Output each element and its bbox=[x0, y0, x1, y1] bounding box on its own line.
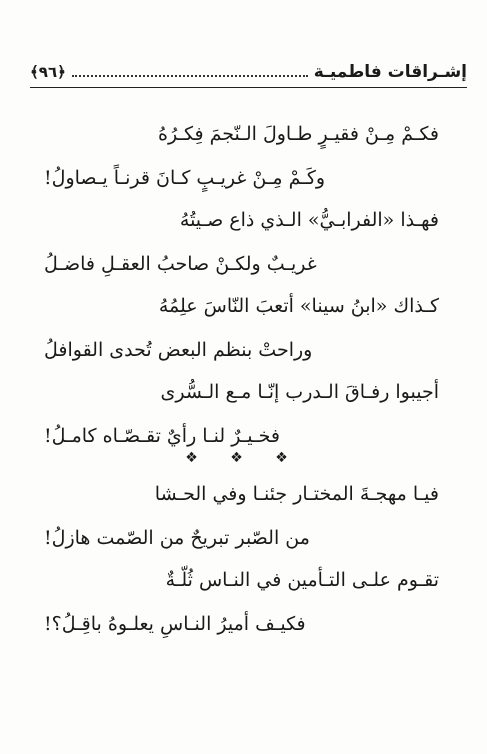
verse-line-1: فكـمْ مِـنْ فقيـرٍ طـاولَ الـنّجمَ فِكـرُهُ bbox=[158, 123, 439, 145]
verse-line-12: فكيـف أميرُ النـاسِ يعلـوهُ باقِـلُ؟! bbox=[44, 613, 306, 635]
running-header bbox=[30, 60, 467, 84]
verse-line-5: كـذاك «ابنُ سينا» أتعبَ النّاسَ علِمُهُ bbox=[158, 295, 439, 317]
verse-line-4: غريـبٌ ولكـنْ صاحبُ العقـلِ فاضـلُ bbox=[44, 253, 317, 275]
verse-line-11: تقـوم علـى التـأمين في النـاس ثُلّـةٌ bbox=[165, 569, 439, 591]
verse-line-6: وراحتْ بنظم البعض تُحدى القوافلُ bbox=[44, 339, 313, 361]
leader-dots bbox=[72, 75, 308, 77]
verse-line-2: وكَـمْ مِـنْ غريـبٍ كـانَ قرنـاً يـصاولُ! bbox=[44, 167, 326, 189]
header-rule bbox=[30, 87, 467, 88]
page-number: ﴿٩٦﴾ bbox=[30, 63, 66, 81]
book-title: إشـراقات فاطميـة bbox=[313, 62, 467, 82]
verse-line-8: فخـيـرٌ لنـا رأيٌ تقـصّـاه كامـلُ! bbox=[44, 425, 280, 447]
verse-line-7: أجيبوا رفـاقَ الـدرب إنّـا مـع الـسُّرى bbox=[160, 381, 439, 403]
verse-line-3: فهـذا «الفرابـيُّ» الـذي ذاع صـيتُهُ bbox=[179, 209, 439, 231]
section-ornament: ❖ ❖ ❖ bbox=[185, 450, 302, 466]
verse-line-10: من الصّبر تبريحٌ من الصّمت هازلُ! bbox=[44, 527, 310, 549]
verse-line-9: فيـا مهجـةَ المختـار جئنـا وفي الحـشا bbox=[154, 483, 439, 505]
